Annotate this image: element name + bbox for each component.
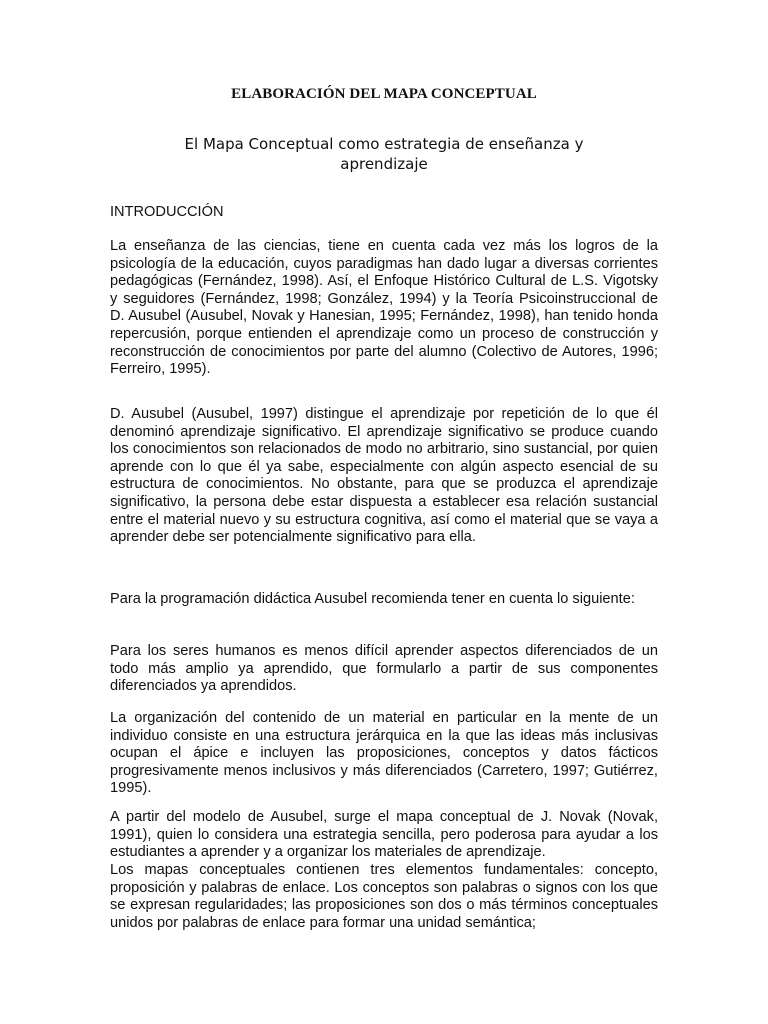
paragraph-6: A partir del modelo de Ausubel, surge el mapa conceptual de J. Novak (Novak, 1991), quien lo considera una estrategia sencilla, pero poderosa para ayudar a los estudiantes a aprender y a organizar los materiales de aprendizaje.: [110, 809, 658, 861]
paragraph-4: Para los seres humanos es menos difícil aprender aspectos diferenciados de un todo más amplio ya aprendido, que formularlo a partir de sus componentes diferenciados ya aprendidos.: [110, 643, 658, 695]
document-title: ELABORACIÓN DEL MAPA CONCEPTUAL: [231, 86, 537, 102]
section-heading: INTRODUCCIÓN: [110, 204, 224, 220]
paragraph-5: La organización del contenido de un material en particular en la mente de un individuo consiste en una estructura jerárquica en la que las ideas más inclusivas ocupan el ápice e incluyen las proposiciones, conceptos y datos fácticos progresivamente menos inclusivos y más diferenciados (Carretero, 1997; Gutiérrez, 1995).: [110, 710, 658, 797]
paragraph-1: La enseñanza de las ciencias, tiene en cuenta cada vez más los logros de la psicología de la educación, cuyos paradigmas han dado lugar a diversas corrientes pedagógicas (Fernández, 1998). Así, el Enfoque Histórico Cultural de L.S. Vigotsky y seguidores (Fernández, 1998; González, 1994) y la Teoría Psicoinstruccional de D. Ausubel (Ausubel, Novak y Hanesian, 1995; Fernández, 1998), han tenido honda repercusión, porque entienden el aprendizaje como un proceso de construcción y reconstrucción de conocimientos por parte del alumno (Colectivo de Autores, 1996; Ferreiro, 1995).: [110, 238, 658, 378]
paragraph-3: Para la programación didáctica Ausubel recomienda tener en cuenta lo siguiente:: [110, 591, 635, 607]
document-subtitle: El Mapa Conceptual como estrategia de enseñanza y aprendizaje: [184, 135, 584, 173]
paragraph-2: D. Ausubel (Ausubel, 1997) distingue el aprendizaje por repetición de lo que él denominó aprendizaje significativo. El aprendizaje significativo se produce cuando los conocimientos son relacionados de modo no arbitrario, sino sustancial, por quien aprende con lo que él ya sabe, especialmente con algún aspecto esencial de su estructura de conocimientos. No obstante, para que se produzca el aprendizaje significativo, la persona debe estar dispuesta a establecer esa relación sustancial entre el material nuevo y su estructura cognitiva, así como el material que se vaya a aprender debe ser potencialmente significativo para ella.: [110, 406, 658, 546]
document-page: [110, 0, 658, 1024]
paragraph-7: Los mapas conceptuales contienen tres elementos fundamentales: concepto, proposición y palabras de enlace. Los conceptos son palabras o signos con los que se expresan regularidades; las proposiciones son dos o más términos conceptuales unidos por palabras de enlace para formar una unidad semántica;: [110, 862, 658, 931]
